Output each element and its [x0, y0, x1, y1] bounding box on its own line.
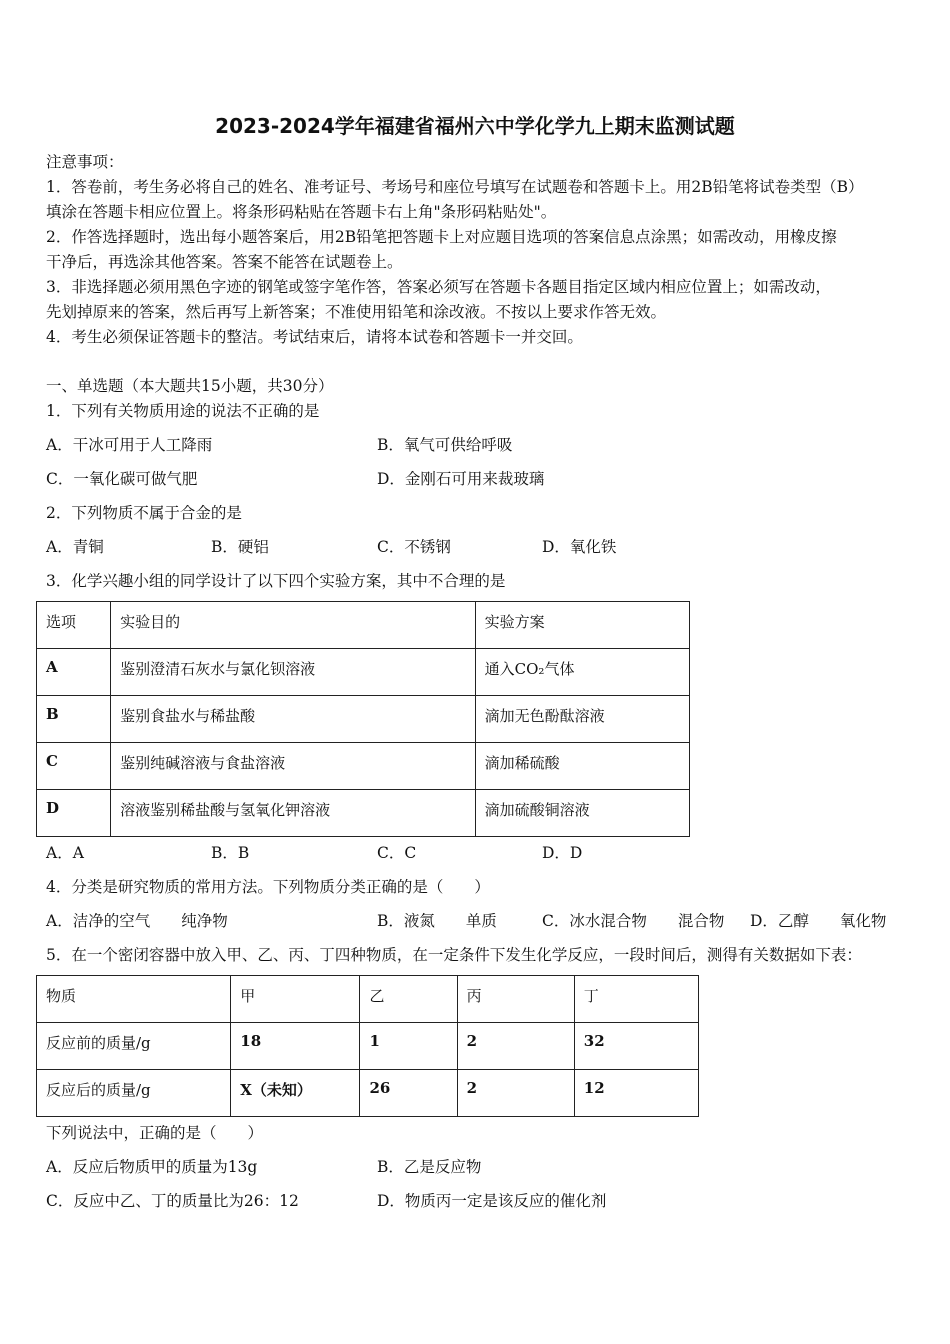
q1-option-b: B．氧气可供给呼吸 — [377, 436, 513, 454]
table-cell: 溶液鉴别稀盐酸与氢氧化钾溶液 — [111, 790, 476, 837]
q3-option-b: B．B — [211, 844, 250, 862]
question-2-stem: 2．下列物质不属于合金的是 — [46, 504, 242, 522]
q4-option-a: A．洁净的空气 纯净物 — [46, 912, 228, 930]
table-cell: 2 — [457, 1070, 574, 1117]
table-header-row — [37, 976, 699, 1023]
q2-option-d: D．氧化铁 — [542, 538, 617, 556]
table-cell: 鉴别食盐水与稀盐酸 — [111, 696, 476, 743]
table-row — [37, 696, 690, 743]
q5-option-b: B．乙是反应物 — [377, 1158, 482, 1176]
table-cell: 通入CO₂气体 — [475, 649, 689, 696]
table-cell: 鉴别纯碱溶液与食盐溶液 — [111, 743, 476, 790]
table-cell: 18 — [231, 1023, 360, 1070]
q1-option-a: A．干冰可用于人工降雨 — [46, 436, 213, 454]
table-cell: 32 — [574, 1023, 698, 1070]
table-cell: 滴加稀硫酸 — [475, 743, 689, 790]
q5-option-d: D．物质丙一定是该反应的催化剂 — [377, 1192, 607, 1210]
table-row — [37, 1070, 699, 1117]
table-header-cell: 甲 — [231, 976, 360, 1023]
table-cell: A — [37, 649, 111, 696]
table-header-cell: 丙 — [457, 976, 574, 1023]
table-cell: 1 — [360, 1023, 457, 1070]
table-cell: X（未知） — [231, 1070, 360, 1117]
q3-table — [36, 601, 690, 837]
table-header-row — [37, 602, 690, 649]
question-4-stem: 4．分类是研究物质的常用方法。下列物质分类正确的是（ ） — [46, 878, 490, 896]
table-row — [37, 743, 690, 790]
question-5-stem: 5．在一个密闭容器中放入甲、乙、丙、丁四种物质，在一定条件下发生化学反应，一段时间后，测得有关数据如下表： — [46, 946, 862, 964]
notice-line: 3．非选择题必须用黑色字迹的钢笔或签字笔作答，答案必须写在答题卡各题目指定区域内相应位置上；如需改动， — [46, 278, 831, 296]
notice-line: 2．作答选择题时，选出每小题答案后，用2B铅笔把答题卡上对应题目选项的答案信息点涂黑；如需改动，用橡皮擦 — [46, 228, 837, 246]
table-header-cell: 实验方案 — [475, 602, 689, 649]
notice-line: 1．答卷前，考生务必将自己的姓名、准考证号、考场号和座位号填写在试题卷和答题卡上。用2B铅笔将试卷类型（B） — [46, 178, 864, 196]
table-cell: 26 — [360, 1070, 457, 1117]
q1-option-c: C．一氧化碳可做气肥 — [46, 470, 198, 488]
q5-option-a: A．反应后物质甲的质量为13g — [46, 1158, 258, 1176]
q2-option-b: B．硬铝 — [211, 538, 269, 556]
table-cell: C — [37, 743, 111, 790]
q2-option-c: C．不锈钢 — [377, 538, 451, 556]
table-header-cell: 实验目的 — [111, 602, 476, 649]
table-header-cell: 丁 — [574, 976, 698, 1023]
table-cell: 12 — [574, 1070, 698, 1117]
table-header-cell: 乙 — [360, 976, 457, 1023]
section-heading: 一、单选题（本大题共15小题，共30分） — [46, 377, 334, 395]
table-row — [37, 790, 690, 837]
question-3-stem: 3．化学兴趣小组的同学设计了以下四个实验方案，其中不合理的是 — [46, 572, 506, 590]
table-header-cell: 物质 — [37, 976, 231, 1023]
q5-table — [36, 975, 699, 1117]
question-1-stem: 1．下列有关物质用途的说法不正确的是 — [46, 402, 320, 420]
table-cell: D — [37, 790, 111, 837]
q4-option-d: D．乙醇 氧化物 — [750, 912, 887, 930]
notice-line: 填涂在答题卡相应位置上。将条形码粘贴在答题卡右上角"条形码粘贴处"。 — [46, 203, 557, 221]
table-cell: 滴加无色酚酞溶液 — [475, 696, 689, 743]
notice-line: 干净后，再选涂其他答案。答案不能答在试题卷上。 — [46, 253, 403, 271]
table-cell: 反应后的质量/g — [37, 1070, 231, 1117]
table-cell: 2 — [457, 1023, 574, 1070]
notice-heading: 注意事项： — [46, 153, 124, 171]
q4-option-c: C．冰水混合物 混合物 — [542, 912, 725, 930]
table-header-cell: 选项 — [37, 602, 111, 649]
table-cell: 滴加硫酸铜溶液 — [475, 790, 689, 837]
table-cell: 反应前的质量/g — [37, 1023, 231, 1070]
q3-option-c: C．C — [377, 844, 417, 862]
q2-option-a: A．青铜 — [46, 538, 104, 556]
q3-option-d: D．D — [542, 844, 583, 862]
question-5-substem: 下列说法中，正确的是（ ） — [46, 1124, 264, 1142]
q3-option-a: A．A — [46, 844, 84, 862]
notice-line: 先划掉原来的答案，然后再写上新答案；不准使用铅笔和涂改液。不按以上要求作答无效。 — [46, 303, 667, 321]
q5-option-c: C．反应中乙、丁的质量比为26：12 — [46, 1192, 299, 1210]
q1-option-d: D．金刚石可用来裁玻璃 — [377, 470, 545, 488]
table-row — [37, 1023, 699, 1070]
table-cell: 鉴别澄清石灰水与氯化钡溶液 — [111, 649, 476, 696]
table-row — [37, 649, 690, 696]
page-title: 2023-2024学年福建省福州六中学化学九上期末监测试题 — [215, 114, 735, 138]
table-cell: B — [37, 696, 111, 743]
notice-line: 4．考生必须保证答题卡的整洁。考试结束后，请将本试卷和答题卡一并交回。 — [46, 328, 583, 346]
q4-option-b: B．液氮 单质 — [377, 912, 497, 930]
